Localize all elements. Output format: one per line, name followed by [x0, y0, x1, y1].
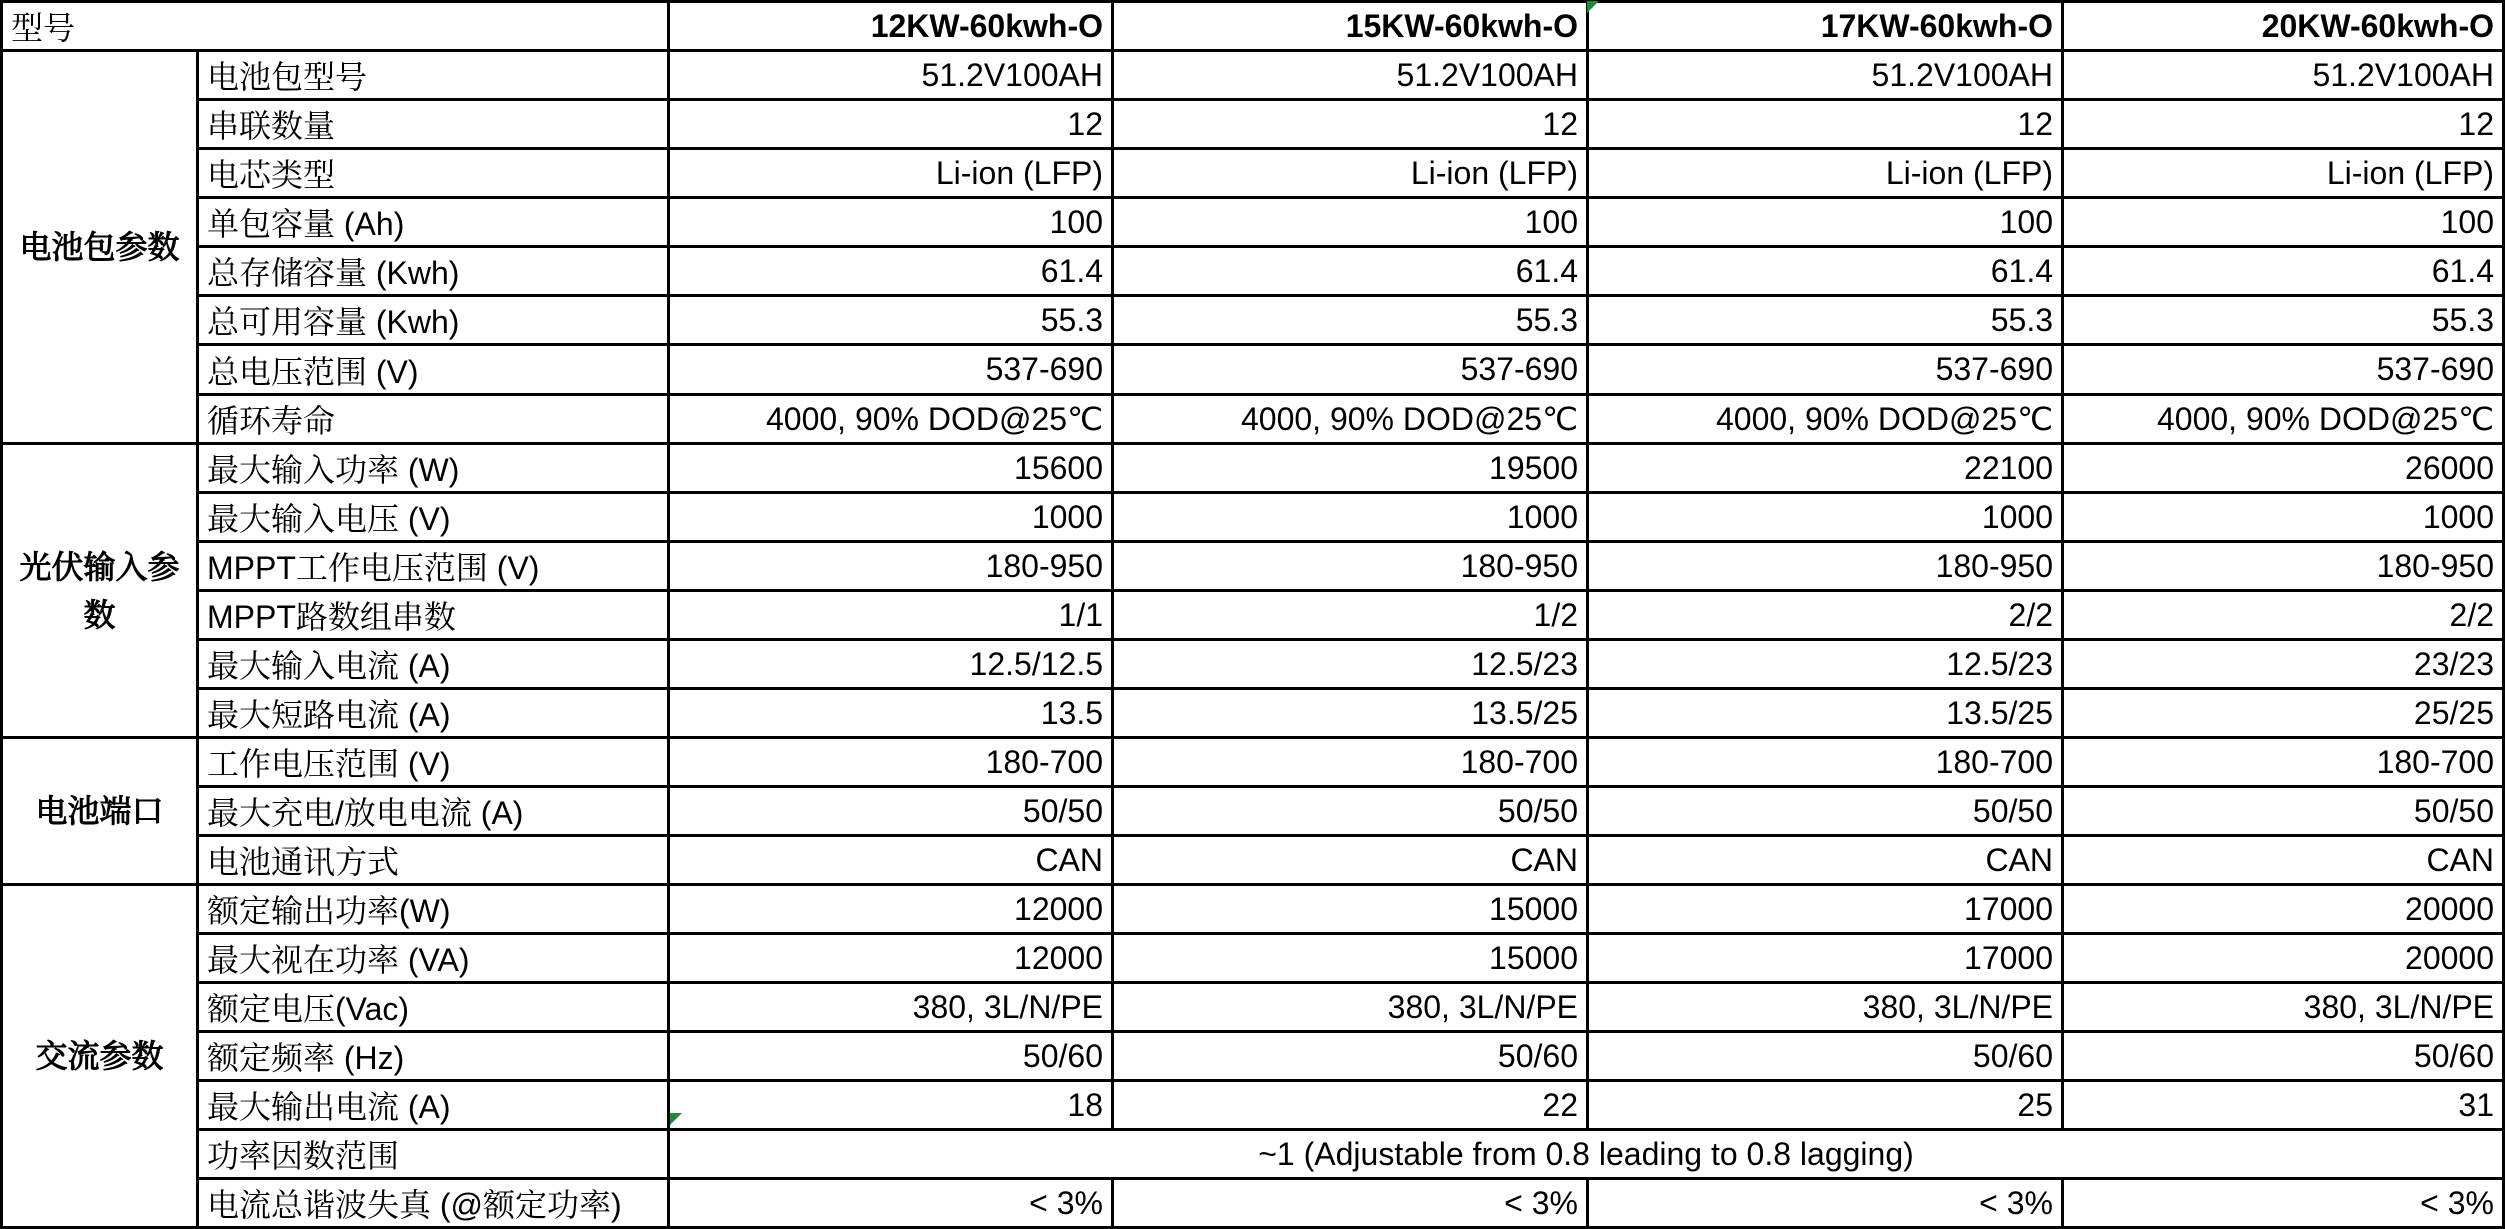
- param-label: 最大输入功率 (W): [198, 444, 669, 493]
- param-label: 总可用容量 (Kwh): [198, 296, 669, 345]
- param-label: 循环寿命: [198, 395, 669, 444]
- table-row: [2, 493, 2504, 542]
- value-cell: 4000, 90% DOD@25℃: [669, 395, 1113, 444]
- param-label: 串联数量: [198, 100, 669, 149]
- value-cell: < 3%: [1113, 1179, 1588, 1228]
- value-cell: 100: [1588, 198, 2063, 247]
- value-cell: 1/2: [1113, 591, 1588, 640]
- param-label: 额定输出功率(W): [198, 885, 669, 934]
- table-row: [2, 1032, 2504, 1081]
- value-cell: CAN: [669, 836, 1113, 885]
- value-cell: 50/60: [1113, 1032, 1588, 1081]
- value-cell: 51.2V100AH: [1588, 51, 2063, 100]
- group-label: 光伏输入参数: [2, 444, 198, 738]
- param-label: 电芯类型: [198, 149, 669, 198]
- value-cell: 12: [2063, 100, 2504, 149]
- value-cell: 537-690: [1113, 345, 1588, 395]
- value-cell: 51.2V100AH: [1113, 51, 1588, 100]
- table-row: [2, 51, 2504, 100]
- value-cell: 380, 3L/N/PE: [1588, 983, 2063, 1032]
- model-header: 12KW-60kwh-O: [669, 2, 1113, 51]
- value-cell: 180-950: [669, 542, 1113, 591]
- value-cell: 50/50: [1113, 787, 1588, 836]
- table-row: [2, 738, 2504, 787]
- value-cell: 537-690: [1588, 345, 2063, 395]
- value-cell: 12: [1588, 100, 2063, 149]
- cell-marker: [670, 1113, 682, 1125]
- param-label: MPPT工作电压范围 (V): [198, 542, 669, 591]
- table-row: [2, 395, 2504, 444]
- value-cell: 13.5: [669, 689, 1113, 738]
- value-cell: 1000: [1588, 493, 2063, 542]
- value-cell: 13.5/25: [1113, 689, 1588, 738]
- value-cell: 4000, 90% DOD@25℃: [1113, 395, 1588, 444]
- table-row: [2, 787, 2504, 836]
- table-row: [2, 1130, 2504, 1179]
- value-cell: < 3%: [1588, 1179, 2063, 1228]
- param-label: 功率因数范围: [198, 1130, 669, 1179]
- value-cell: 380, 3L/N/PE: [1113, 983, 1588, 1032]
- value-cell: 15600: [669, 444, 1113, 493]
- table-row: [2, 934, 2504, 983]
- value-cell: 61.4: [2063, 247, 2504, 296]
- spanned-value-cell: ~1 (Adjustable from 0.8 leading to 0.8 lagging): [669, 1130, 2504, 1179]
- value-cell: CAN: [1113, 836, 1588, 885]
- value-cell: 26000: [2063, 444, 2504, 493]
- table-row: [2, 149, 2504, 198]
- value-cell: 4000, 90% DOD@25℃: [2063, 395, 2504, 444]
- value-cell: 12000: [669, 934, 1113, 983]
- value-cell: 20000: [2063, 885, 2504, 934]
- value-cell: Li-ion (LFP): [669, 149, 1113, 198]
- table-row: [2, 542, 2504, 591]
- value-cell: 180-700: [2063, 738, 2504, 787]
- table-row: [2, 836, 2504, 885]
- value-cell: 1000: [2063, 493, 2504, 542]
- param-label: 额定频率 (Hz): [198, 1032, 669, 1081]
- value-cell: 18: [669, 1081, 1113, 1130]
- table-row: [2, 1081, 2504, 1130]
- value-cell: 50/60: [1588, 1032, 2063, 1081]
- value-cell: 180-950: [2063, 542, 2504, 591]
- value-cell: 31: [2063, 1081, 2504, 1130]
- table-row: [2, 640, 2504, 689]
- value-cell: 100: [1113, 198, 1588, 247]
- value-cell: 23/23: [2063, 640, 2504, 689]
- value-cell: 1000: [669, 493, 1113, 542]
- param-label: 电池包型号: [198, 51, 669, 100]
- value-cell: 55.3: [1588, 296, 2063, 345]
- table-row: [2, 689, 2504, 738]
- value-cell: 22: [1113, 1081, 1588, 1130]
- value-cell: 20000: [2063, 934, 2504, 983]
- value-cell: 1/1: [669, 591, 1113, 640]
- value-cell: 537-690: [2063, 345, 2504, 395]
- value-cell: 55.3: [669, 296, 1113, 345]
- param-label: 总电压范围 (V): [198, 345, 669, 395]
- value-cell: 17000: [1588, 885, 2063, 934]
- value-cell: 17000: [1588, 934, 2063, 983]
- value-cell: Li-ion (LFP): [1113, 149, 1588, 198]
- value-cell: 12.5/12.5: [669, 640, 1113, 689]
- value-cell: 380, 3L/N/PE: [669, 983, 1113, 1032]
- value-cell: 12000: [669, 885, 1113, 934]
- table-row: [2, 247, 2504, 296]
- value-cell: 180-950: [1588, 542, 2063, 591]
- table-row: [2, 885, 2504, 934]
- value-cell: 25/25: [2063, 689, 2504, 738]
- model-header: 17KW-60kwh-O: [1588, 2, 2063, 51]
- value-cell: < 3%: [2063, 1179, 2504, 1228]
- param-label: 最大输入电压 (V): [198, 493, 669, 542]
- value-cell: 12.5/23: [1113, 640, 1588, 689]
- table-row: [2, 296, 2504, 345]
- value-cell: 100: [669, 198, 1113, 247]
- param-label: 总存储容量 (Kwh): [198, 247, 669, 296]
- value-cell: 55.3: [1113, 296, 1588, 345]
- value-cell: 100: [2063, 198, 2504, 247]
- param-label: MPPT路数组串数: [198, 591, 669, 640]
- group-label: 交流参数: [2, 885, 198, 1228]
- value-cell: Li-ion (LFP): [1588, 149, 2063, 198]
- value-cell: 51.2V100AH: [669, 51, 1113, 100]
- group-label: 电池包参数: [2, 51, 198, 444]
- param-label: 电池通讯方式: [198, 836, 669, 885]
- value-cell: 50/60: [2063, 1032, 2504, 1081]
- value-cell: 19500: [1113, 444, 1588, 493]
- value-cell: Li-ion (LFP): [2063, 149, 2504, 198]
- param-label: 最大输出电流 (A): [198, 1081, 669, 1130]
- value-cell: CAN: [1588, 836, 2063, 885]
- value-cell: 12.5/23: [1588, 640, 2063, 689]
- table-row: [2, 444, 2504, 493]
- param-label: 单包容量 (Ah): [198, 198, 669, 247]
- group-label: 电池端口: [2, 738, 198, 885]
- value-cell: 180-700: [669, 738, 1113, 787]
- model-header: 15KW-60kwh-O: [1113, 2, 1588, 51]
- value-cell: 537-690: [669, 345, 1113, 395]
- param-label: 最大充电/放电电流 (A): [198, 787, 669, 836]
- param-label: 额定电压(Vac): [198, 983, 669, 1032]
- value-cell: 50/50: [1588, 787, 2063, 836]
- value-cell: 2/2: [2063, 591, 2504, 640]
- value-cell: < 3%: [669, 1179, 1113, 1228]
- model-header: 20KW-60kwh-O: [2063, 2, 2504, 51]
- cell-marker: [1587, 1, 1599, 13]
- value-cell: 55.3: [2063, 296, 2504, 345]
- value-cell: 180-700: [1588, 738, 2063, 787]
- value-cell: 25: [1588, 1081, 2063, 1130]
- value-cell: 51.2V100AH: [2063, 51, 2504, 100]
- value-cell: 15000: [1113, 934, 1588, 983]
- value-cell: 15000: [1113, 885, 1588, 934]
- value-cell: 50/60: [669, 1032, 1113, 1081]
- value-cell: 13.5/25: [1588, 689, 2063, 738]
- value-cell: 50/50: [669, 787, 1113, 836]
- param-label: 最大视在功率 (VA): [198, 934, 669, 983]
- header-row: [2, 2, 2504, 51]
- value-cell: 61.4: [669, 247, 1113, 296]
- table-row: [2, 100, 2504, 149]
- param-label: 最大输入电流 (A): [198, 640, 669, 689]
- value-cell: 22100: [1588, 444, 2063, 493]
- value-cell: 180-700: [1113, 738, 1588, 787]
- param-label: 电流总谐波失真 (@额定功率): [198, 1179, 669, 1228]
- value-cell: 61.4: [1113, 247, 1588, 296]
- param-label: 工作电压范围 (V): [198, 738, 669, 787]
- value-cell: 4000, 90% DOD@25℃: [1588, 395, 2063, 444]
- table-row: [2, 345, 2504, 395]
- table-row: [2, 198, 2504, 247]
- table-row: [2, 1179, 2504, 1228]
- value-cell: 12: [1113, 100, 1588, 149]
- value-cell: 380, 3L/N/PE: [2063, 983, 2504, 1032]
- model-header-label: 型号: [2, 2, 669, 51]
- value-cell: 12: [669, 100, 1113, 149]
- value-cell: CAN: [2063, 836, 2504, 885]
- param-label: 最大短路电流 (A): [198, 689, 669, 738]
- value-cell: 1000: [1113, 493, 1588, 542]
- value-cell: 61.4: [1588, 247, 2063, 296]
- value-cell: 2/2: [1588, 591, 2063, 640]
- table-row: [2, 983, 2504, 1032]
- table-row: [2, 591, 2504, 640]
- value-cell: 180-950: [1113, 542, 1588, 591]
- value-cell: 50/50: [2063, 787, 2504, 836]
